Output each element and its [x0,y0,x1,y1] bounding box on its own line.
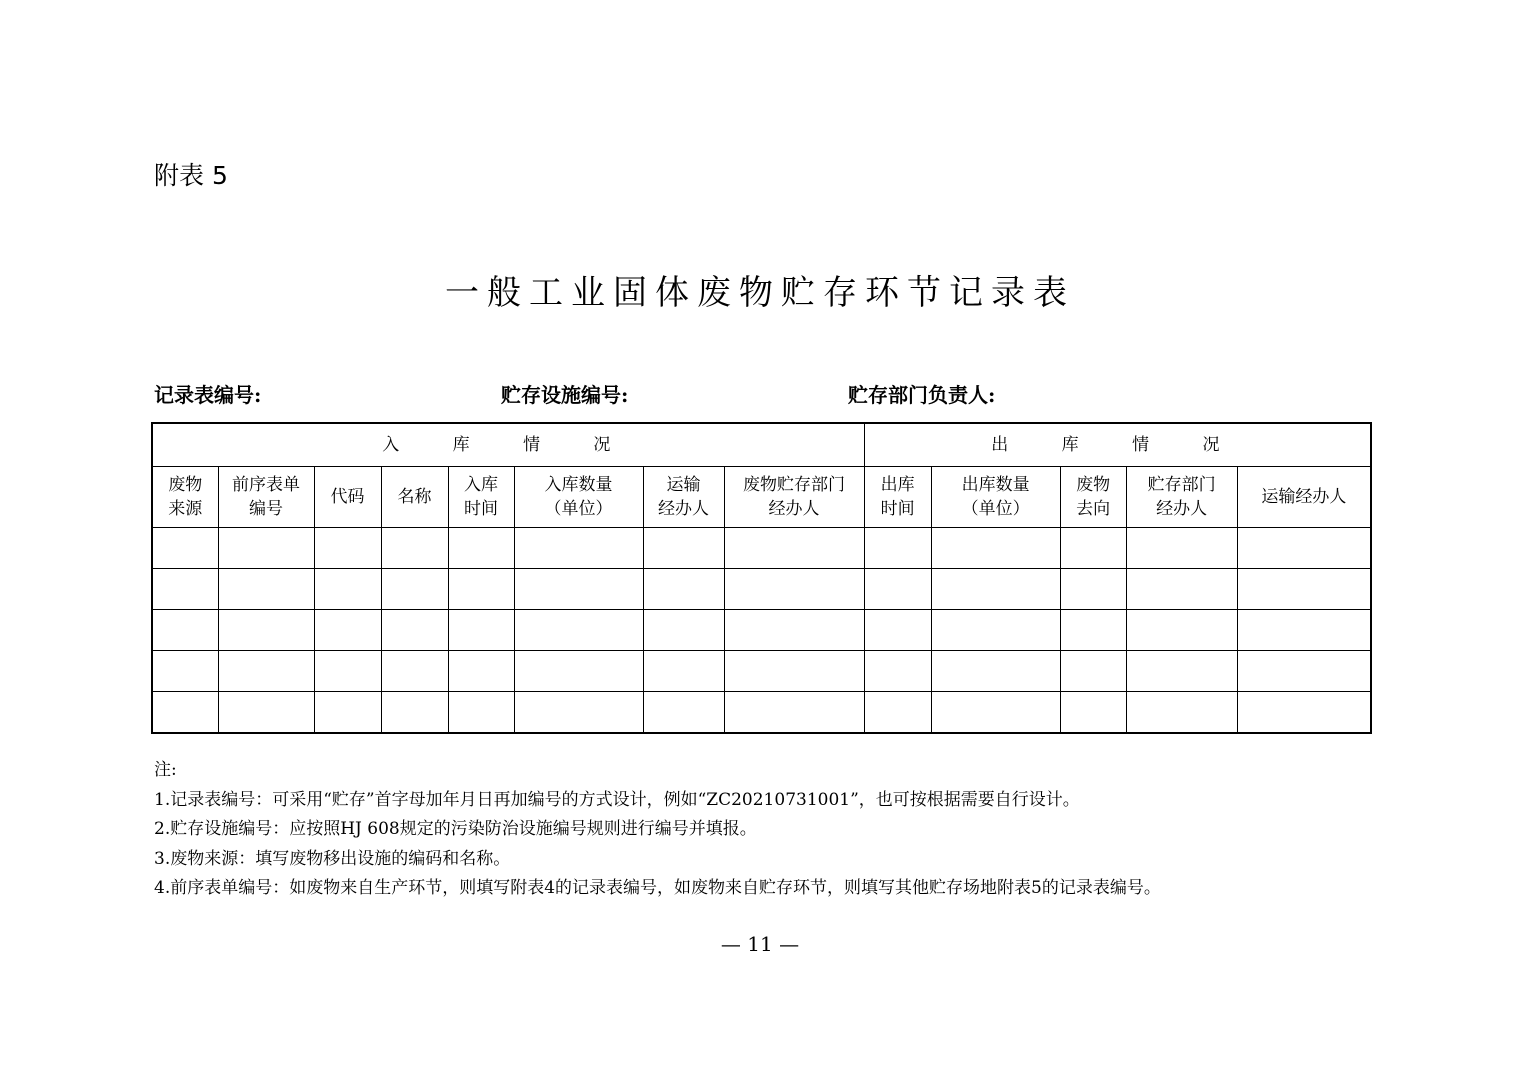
table-row [152,692,1371,734]
table-cell [1126,569,1237,610]
section-header-row [152,423,1371,467]
table-cell [1126,610,1237,651]
table-cell [314,528,381,569]
appendix-label: 附表 5 [154,161,228,190]
table-cell [381,569,448,610]
column-header: 入库 时间 [448,467,514,528]
table-cell [1126,692,1237,734]
notes-section [154,756,1161,904]
table-cell [724,651,864,692]
document-title: 一般工业固体废物贮存环节记录表 [445,273,1075,313]
table-cell [514,528,643,569]
table-cell [448,569,514,610]
column-header: 废物 来源 [152,467,218,528]
table-cell [1237,651,1371,692]
table-cell [864,610,931,651]
column-header: 出库 时间 [864,467,931,528]
table-cell [514,692,643,734]
table-cell [724,610,864,651]
page-number: — 11 — [720,932,800,956]
column-header: 贮存部门 经办人 [1126,467,1237,528]
inbound-section-header: 入 库 情 况 [152,423,864,467]
table-cell [931,569,1060,610]
table-cell [1060,610,1126,651]
table-cell [218,692,314,734]
outbound-section-header: 出 库 情 况 [864,423,1371,467]
column-header-row [152,467,1371,528]
table-cell [152,692,218,734]
table-cell [1126,651,1237,692]
table-cell [314,651,381,692]
note-item: 3.废物来源：填写废物移出设施的编码和名称。 [154,848,511,869]
column-header: 入库数量 （单位） [514,467,643,528]
table-cell [864,569,931,610]
column-header: 前序表单 编号 [218,467,314,528]
table-cell [314,692,381,734]
table-cell [864,528,931,569]
table-cell [931,651,1060,692]
table-cell [314,569,381,610]
table-row [152,528,1371,569]
table-cell [448,651,514,692]
table-cell [643,528,724,569]
column-header: 废物贮存部门 经办人 [724,467,864,528]
table-row [152,651,1371,692]
column-header: 运输 经办人 [643,467,724,528]
storage-record-table [151,422,1372,734]
note-item: 2.贮存设施编号：应按照HJ 608规定的污染防治设施编号规则进行编号并填报。 [154,819,757,839]
column-header: 运输经办人 [1237,467,1371,528]
column-header: 代码 [314,467,381,528]
table-cell [1126,528,1237,569]
table-cell [643,569,724,610]
table-cell [1237,610,1371,651]
table-cell [381,610,448,651]
table-cell [724,528,864,569]
table-cell [514,569,643,610]
table-cell [218,651,314,692]
table-cell [218,610,314,651]
note-item: 1.记录表编号：可采用“贮存”首字母加年月日再加编号的方式设计，例如“ZC20210731001”，也可按根据需要自行设计。 [154,789,1080,810]
table-cell [643,692,724,734]
table-row [152,569,1371,610]
notes-heading: 注: [154,760,177,780]
column-header: 废物 去向 [1060,467,1126,528]
table-cell [218,569,314,610]
table-cell [1060,651,1126,692]
table-cell [381,651,448,692]
table-cell [724,692,864,734]
table-cell [931,528,1060,569]
table-cell [864,692,931,734]
table-cell [864,651,931,692]
table-cell [152,610,218,651]
table-cell [448,610,514,651]
table-cell [314,610,381,651]
table-cell [643,651,724,692]
table-cell [1060,569,1126,610]
column-header: 出库数量 （单位） [931,467,1060,528]
table-cell [152,528,218,569]
table-row [152,610,1371,651]
table-cell [381,692,448,734]
table-cell [1237,528,1371,569]
table-cell [643,610,724,651]
table-cell [381,528,448,569]
table-cell [1237,692,1371,734]
table-body [152,528,1371,734]
note-item: 4.前序表单编号：如废物来自生产环节，则填写附表4的记录表编号，如废物来自贮存环节，则填写其他贮存场地附表5的记录表编号。 [154,878,1161,898]
table-cell [514,651,643,692]
column-header: 名称 [381,467,448,528]
table-cell [931,692,1060,734]
meta-row [154,379,1369,409]
record-number-label: 记录表编号: [154,383,262,407]
table-cell [724,569,864,610]
table-cell [931,610,1060,651]
table-cell [1237,569,1371,610]
table-cell [448,528,514,569]
table-cell [152,569,218,610]
table-cell [1060,528,1126,569]
facility-number-label: 贮存设施编号: [501,383,629,407]
table-cell [152,651,218,692]
department-manager-label: 贮存部门负责人: [848,383,996,407]
table-cell [218,528,314,569]
table-cell [448,692,514,734]
table-cell [1060,692,1126,734]
table-cell [514,610,643,651]
